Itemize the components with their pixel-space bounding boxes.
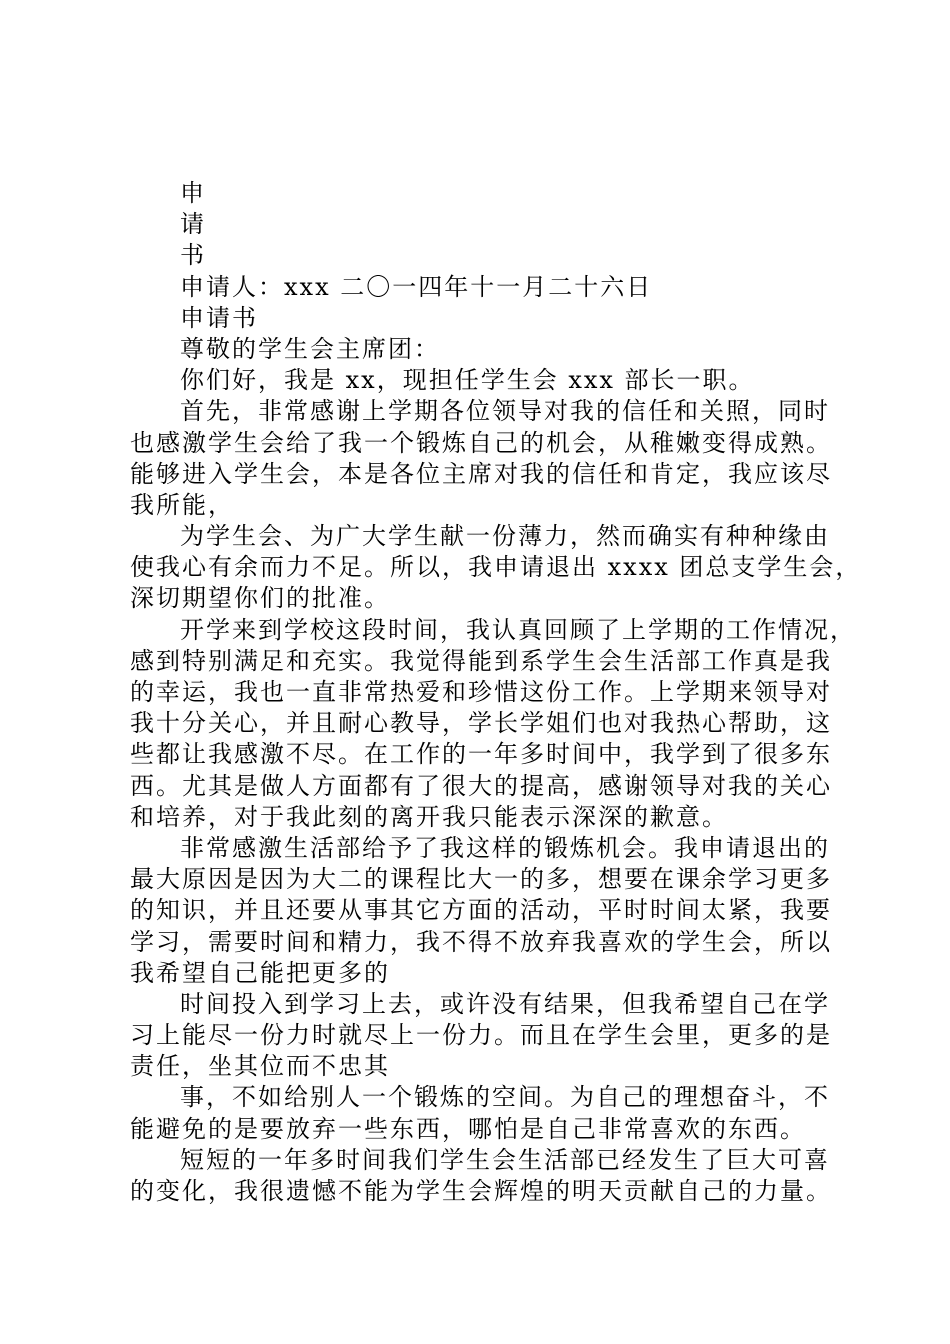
applicant-line: 申请人：xxx 二〇一四年十一月二十六日 xyxy=(180,272,653,301)
paragraph-line: 短短的一年多时间我们学生会生活部已经发生了巨大可喜 xyxy=(180,1145,830,1174)
paragraph-1 xyxy=(130,396,835,521)
paragraph-6 xyxy=(130,1082,835,1144)
title-char: 书 xyxy=(180,241,206,270)
greeting: 你们好，我是 xx，现担任学生会 xxx 部长一职。 xyxy=(180,366,755,395)
paragraph-7 xyxy=(130,1145,835,1207)
document-heading: 申请书 xyxy=(180,303,258,332)
paragraph-line: 学习，需要时间和精力，我不得不放弃我喜欢的学生会，所以 xyxy=(130,927,832,956)
paragraph-line: 首先，非常感谢上学期各位领导对我的信任和关照，同时 xyxy=(180,397,830,426)
paragraph-line: 为学生会、为广大学生献一份薄力，然而确实有种种缘由 xyxy=(180,522,830,551)
title-char: 申 xyxy=(180,179,206,207)
paragraph-line: 和培养，对于我此刻的离开我只能表示深深的歉意。 xyxy=(130,802,728,831)
salutation: 尊敬的学生会主席团： xyxy=(180,334,440,363)
paragraph-line: 能够进入学生会，本是各位主席对我的信任和肯定，我应该尽 xyxy=(130,459,832,488)
paragraph-line: 非常感激生活部给予了我这样的锻炼机会。我申请退出的 xyxy=(180,833,830,862)
paragraph-3 xyxy=(130,615,856,833)
paragraph-line: 使我心有余而力不足。所以，我申请退出 xxxx 团总支学生会， xyxy=(130,553,862,582)
paragraph-line: 我十分关心，并且耐心教导，学长学姐们也对我热心帮助，这 xyxy=(130,709,832,738)
paragraph-line: 的幸运，我也一直非常热爱和珍惜这份工作。上学期来领导对 xyxy=(130,678,832,706)
paragraph-line: 开学来到学校这段时间，我认真回顾了上学期的工作情况， xyxy=(180,615,856,644)
paragraph-line: 能避免的是要放弃一些东西，哪怕是自己非常喜欢的东西。 xyxy=(130,1114,806,1143)
paragraph-line: 时间投入到学习上去，或许没有结果，但我希望自己在学 xyxy=(180,989,830,1018)
paragraph-line: 感到特别满足和充实。我觉得能到系学生会生活部工作真是我 xyxy=(130,646,832,675)
paragraph-line: 责任，坐其位而不忠其 xyxy=(130,1052,390,1081)
document-body xyxy=(130,178,862,1207)
paragraph-line: 最大原因是因为大二的课程比大一的多，想要在课余学习更多 xyxy=(130,865,832,894)
paragraph-line: 我所能， xyxy=(130,490,234,519)
paragraph-line: 西。尤其是做人方面都有了很大的提高，感谢领导对我的关心 xyxy=(130,771,832,800)
paragraph-line: 的知识，并且还要从事其它方面的活动，平时时间太紧，我要 xyxy=(130,896,832,925)
paragraph-line: 深切期望你们的批准。 xyxy=(130,584,390,613)
paragraph-line: 事，不如给别人一个锻炼的空间。为自己的理想奋斗，不 xyxy=(180,1083,830,1112)
paragraph-2 xyxy=(130,521,862,615)
paragraph-line: 的变化，我很遗憾不能为学生会辉煌的明天贡献自己的力量。 xyxy=(130,1177,832,1205)
paragraph-line: 习上能尽一份力时就尽上一份力。而且在学生会里，更多的是 xyxy=(130,1021,832,1050)
title-char: 请 xyxy=(180,210,206,239)
paragraph-line: 也感激学生会给了我一个锻炼自己的机会，从稚嫩变得成熟。 xyxy=(130,428,832,457)
paragraph-4 xyxy=(130,833,835,989)
paragraph-5 xyxy=(130,989,835,1083)
paragraph-line: 些都让我感激不尽。在工作的一年多时间中，我学到了很多东 xyxy=(130,740,832,769)
paragraph-line: 我希望自己能把更多的 xyxy=(130,958,390,987)
vertical-title xyxy=(130,178,835,272)
